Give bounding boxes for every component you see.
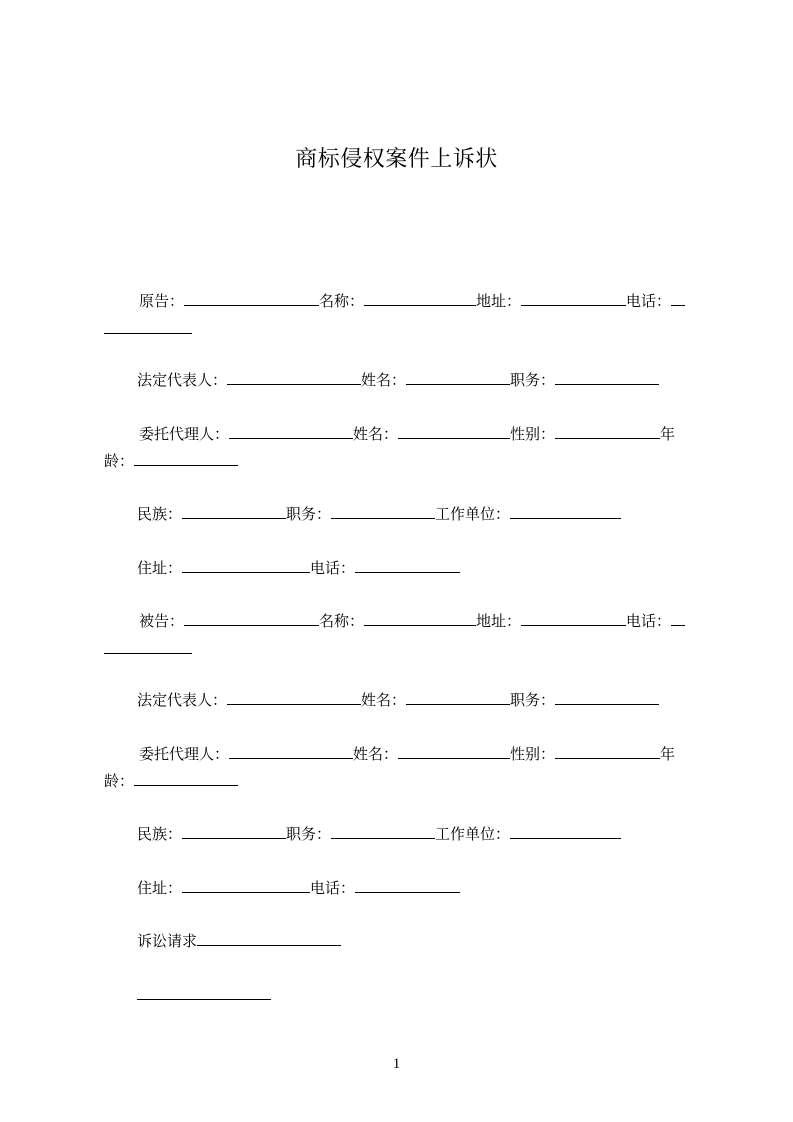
defendant-line xyxy=(139,611,685,631)
name-blank[interactable] xyxy=(364,291,476,306)
legal-rep-label: 法定代表人： xyxy=(137,691,228,709)
plaintiff-line xyxy=(139,291,685,311)
position-label: 职务： xyxy=(510,371,556,389)
age-label-part1: 年 xyxy=(660,745,676,763)
phone-label: 电话： xyxy=(310,879,356,897)
agent-label: 委托代理人： xyxy=(139,425,230,443)
age-label-part2: 龄： xyxy=(104,772,135,790)
workplace-blank[interactable] xyxy=(510,504,621,519)
document-title: 商标侵权案件上诉状 xyxy=(295,147,498,172)
agent-name-blank[interactable] xyxy=(398,744,510,759)
residence-blank[interactable] xyxy=(182,558,310,573)
age-label-part2: 龄： xyxy=(104,452,135,470)
name-label: 名称： xyxy=(319,612,365,630)
claims-line xyxy=(137,931,341,951)
residence-label: 住址： xyxy=(137,559,183,577)
address-blank[interactable] xyxy=(521,611,626,626)
name-blank[interactable] xyxy=(364,611,476,626)
claims-blank-continued[interactable] xyxy=(137,985,271,1000)
plaintiff-residence-line xyxy=(137,558,460,578)
residence-label: 住址： xyxy=(137,879,183,897)
defendant-agent-line xyxy=(139,744,675,764)
defendant-blank[interactable] xyxy=(184,611,319,626)
position-blank[interactable] xyxy=(331,824,435,839)
claims-blank[interactable] xyxy=(197,931,341,946)
ethnicity-blank[interactable] xyxy=(182,504,286,519)
gender-label: 性别： xyxy=(510,745,556,763)
phone-blank-continued[interactable] xyxy=(104,319,192,334)
full-name-label: 姓名： xyxy=(361,371,407,389)
position-label: 职务： xyxy=(286,505,332,523)
workplace-label: 工作单位： xyxy=(435,505,511,523)
ethnicity-blank[interactable] xyxy=(182,824,286,839)
phone-blank[interactable] xyxy=(355,878,460,893)
plaintiff-agent-line xyxy=(139,424,675,444)
name-label: 名称： xyxy=(319,292,365,310)
age-label-part1: 年 xyxy=(660,425,676,443)
defendant-ethnicity-line xyxy=(137,824,621,844)
defendant-legal-rep-line xyxy=(137,690,659,710)
age-blank[interactable] xyxy=(134,451,238,466)
phone-blank[interactable] xyxy=(355,558,460,573)
plaintiff-legal-rep-line xyxy=(137,370,659,390)
agent-label: 委托代理人： xyxy=(139,745,230,763)
phone-blank-continued[interactable] xyxy=(104,639,192,654)
position-blank[interactable] xyxy=(555,370,659,385)
phone-label: 电话： xyxy=(626,292,672,310)
plaintiff-label: 原告： xyxy=(139,292,185,310)
workplace-blank[interactable] xyxy=(510,824,621,839)
plaintiff-age-line xyxy=(104,451,238,471)
phone-blank[interactable] xyxy=(671,291,685,306)
full-name-label: 姓名： xyxy=(361,691,407,709)
address-label: 地址： xyxy=(476,292,522,310)
phone-blank[interactable] xyxy=(671,611,685,626)
gender-blank[interactable] xyxy=(555,424,660,439)
claims-label: 诉讼请求 xyxy=(137,932,198,950)
residence-blank[interactable] xyxy=(182,878,310,893)
workplace-label: 工作单位： xyxy=(435,825,511,843)
phone-label: 电话： xyxy=(626,612,672,630)
legal-rep-blank[interactable] xyxy=(227,370,361,385)
age-blank[interactable] xyxy=(134,771,238,786)
defendant-residence-line xyxy=(137,878,460,898)
legal-rep-blank[interactable] xyxy=(227,690,361,705)
address-blank[interactable] xyxy=(521,291,626,306)
plaintiff-phone-continuation xyxy=(104,319,192,339)
full-name-blank[interactable] xyxy=(406,690,510,705)
ethnicity-label: 民族： xyxy=(137,825,183,843)
position-blank[interactable] xyxy=(331,504,435,519)
defendant-phone-continuation xyxy=(104,639,192,659)
phone-label: 电话： xyxy=(310,559,356,577)
page-number: 1 xyxy=(392,1056,401,1072)
defendant-label: 被告： xyxy=(139,612,185,630)
full-name-label: 姓名： xyxy=(353,745,399,763)
full-name-label: 姓名： xyxy=(353,425,399,443)
full-name-blank[interactable] xyxy=(406,370,510,385)
legal-rep-label: 法定代表人： xyxy=(137,371,228,389)
agent-name-blank[interactable] xyxy=(398,424,510,439)
address-label: 地址： xyxy=(476,612,522,630)
gender-blank[interactable] xyxy=(555,744,660,759)
agent-blank[interactable] xyxy=(229,424,353,439)
claims-continuation-line xyxy=(137,985,271,1005)
ethnicity-label: 民族： xyxy=(137,505,183,523)
position-label: 职务： xyxy=(286,825,332,843)
defendant-age-line xyxy=(104,771,238,791)
plaintiff-blank[interactable] xyxy=(184,291,319,306)
position-blank[interactable] xyxy=(555,690,659,705)
gender-label: 性别： xyxy=(510,425,556,443)
position-label: 职务： xyxy=(510,691,556,709)
agent-blank[interactable] xyxy=(229,744,353,759)
plaintiff-ethnicity-line xyxy=(137,504,621,524)
